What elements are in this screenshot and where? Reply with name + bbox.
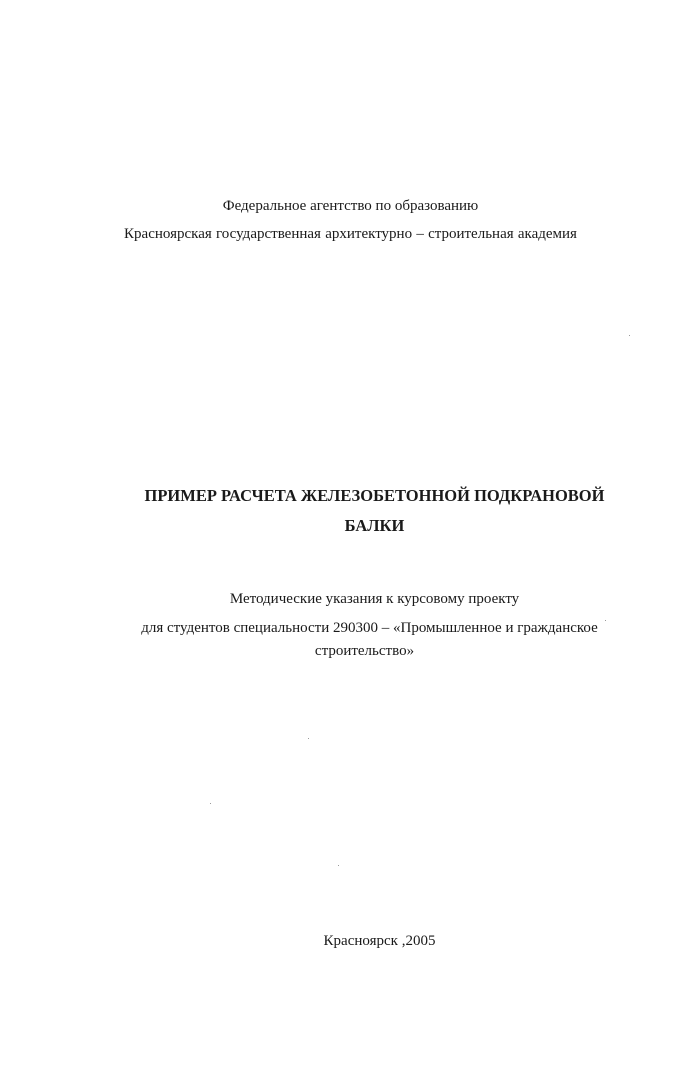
agency-name: Федеральное агентство по образованию <box>222 198 479 214</box>
document-specialty: строительство» <box>314 643 415 659</box>
scan-speck <box>605 620 606 621</box>
scan-speck <box>308 738 309 739</box>
scan-speck <box>629 335 630 336</box>
document-audience: для студентов специальности 290300 – «Промышленное и гражданское <box>141 620 598 636</box>
scan-speck <box>338 865 339 866</box>
academy-name: Красноярская государственная архитектурно – строительная академия <box>124 226 577 242</box>
document-title-line-2: БАЛКИ <box>344 516 405 535</box>
city-year: Красноярск ,2005 <box>323 933 436 949</box>
document-subtitle: Методические указания к курсовому проекту <box>229 591 520 607</box>
document-title-line-1: ПРИМЕР РАСЧЕТА ЖЕЛЕЗОБЕТОННОЙ ПОДКРАНОВОЙ <box>144 486 605 505</box>
scan-speck <box>210 803 211 804</box>
